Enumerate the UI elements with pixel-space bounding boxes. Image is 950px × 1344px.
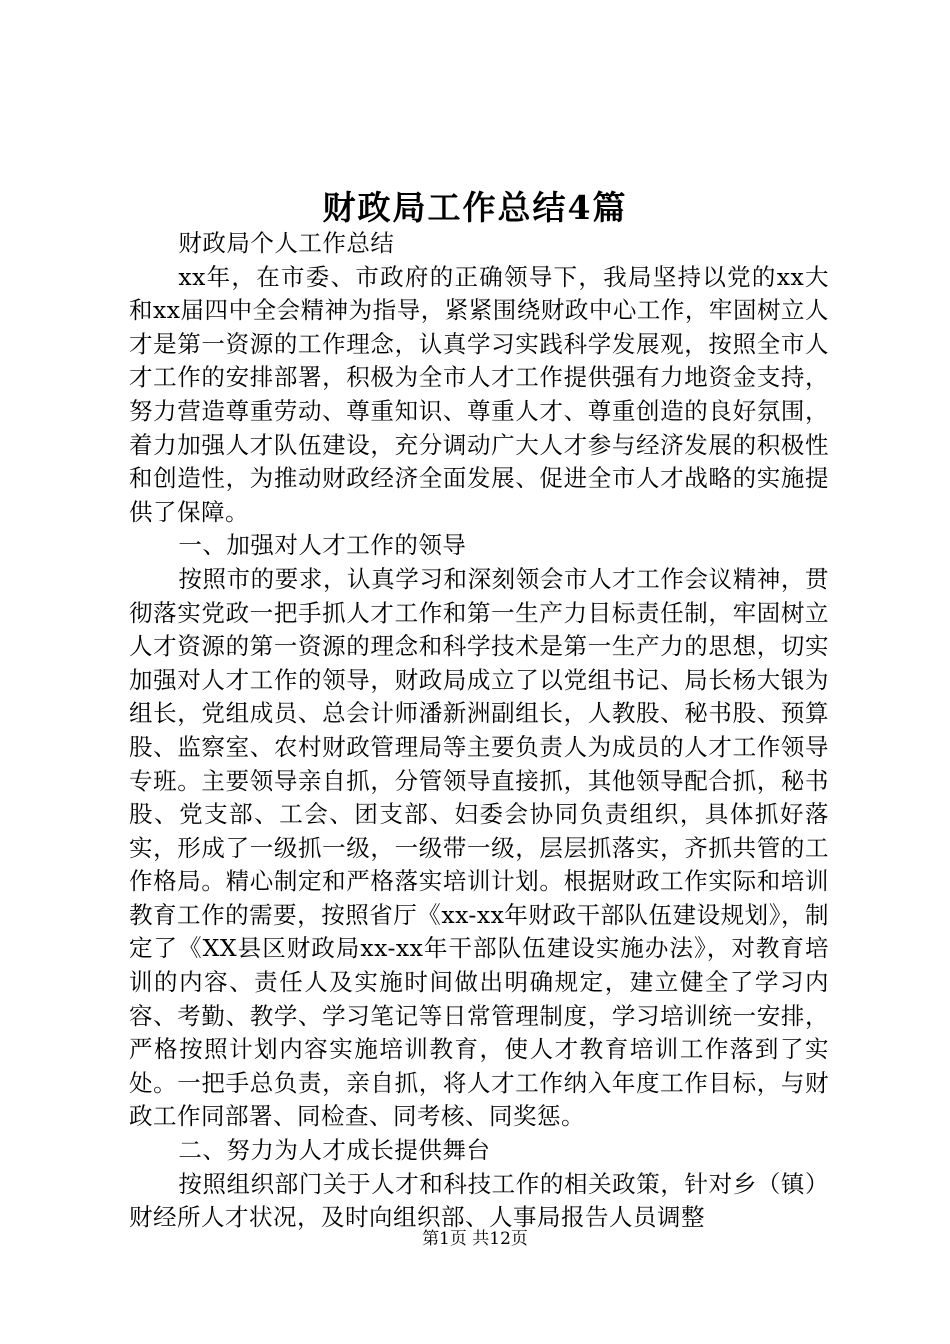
section-subtitle: 财政局个人工作总结 [178, 229, 395, 257]
paragraph-section-2: 按照组织部门关于人才和科技工作的相关政策，针对乡（镇）财经所人才状况，及时向组织部、人事局报告人员调整 [129, 1169, 829, 1232]
section-heading-1: 一、加强对人才工作的领导 [178, 531, 467, 560]
page-footer: 第1页 共12页 [422, 1229, 528, 1249]
paragraph-intro: xx年，在市委、市政府的正确领导下，我局坚持以党的xx大和xx届四中全会精神为指导，紧紧围绕财政中心工作，牢固树立人才是第一资源的工作理念，认真学习实践科学发展观，按照全市人才工作的安排部署，积极为全市人才工作提供强有力地资金支持，努力营造尊重劳动、尊重知识、尊重人才、尊重创造的良好氛围，着力加强人才队伍建设，充分调动广大人才参与经济发展的积极性和创造性，为推动财政经济全面发展、促进全市人才战略的实施提供了保障。 [129, 262, 829, 526]
document-body [129, 227, 829, 1235]
section-heading-2: 二、努力为人才成长提供舞台 [178, 1136, 491, 1165]
document-title: 财政局工作总结4篇 [322, 188, 628, 227]
paragraph-section-1: 按照市的要求，认真学习和深刻领会市人才工作会议精神，贯彻落实党政一把手抓人才工作和第一生产力目标责任制，牢固树立人才资源的第一资源的理念和科学技术是第一生产力的思想，切实加强对人才工作的领导，财政局成立了以党组书记、局长杨大银为组长，党组成员、总会计师潘新洲副组长，人教股、秘书股、预算股、监察室、农村财政管理局等主要负责人为成员的人才工作领导专班。主要领导亲自抓，分管领导直接抓，其他领导配合抓，秘书股、党支部、工会、团支部、妇委会协同负责组织，具体抓好落实，形成了一级抓一级，一级带一级，层层抓落实，齐抓共管的工作格局。精心制定和严格落实培训计划。根据财政工作实际和培训教育工作的需要，按照省厅《xx-xx年财政干部队伍建设规划》，制定了《XX县区财政局xx-xx年干部队伍建设实施办法》，对教育培训的内容、责任人及实施时间做出明确规定，建立健全了学习内容、考勤、教学、学习笔记等日常管理制度，学习培训统一安排，严格按照计划内容实施培训教育，使人才教育培训工作落到了实处。一把手总负责，亲自抓，将人才工作纳入年度工作目标，与财政工作同部署、同检查、同考核、同奖惩。 [129, 564, 829, 1131]
